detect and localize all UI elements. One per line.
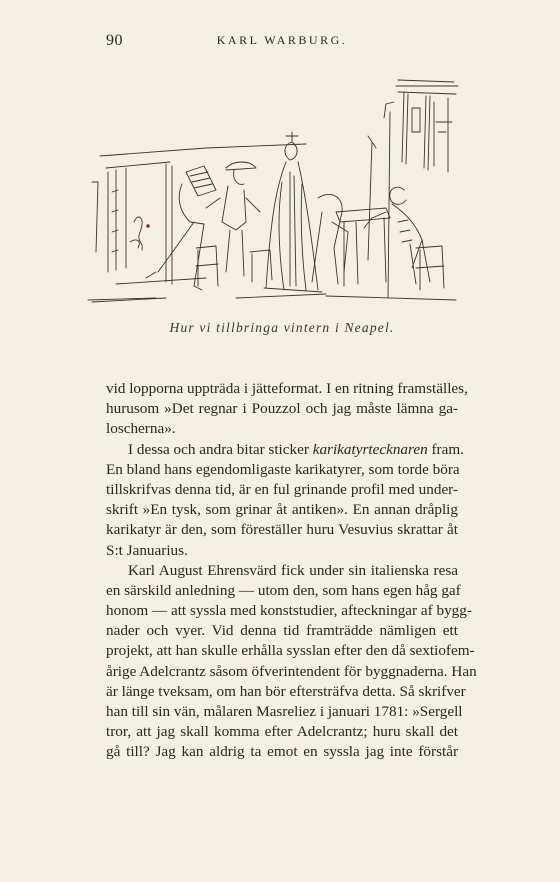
text-line: projekt, att han skulle erhålla sysslan efter den då sextiofem- [106, 642, 475, 660]
text-run: I dessa och andra bitar sticker [128, 440, 313, 458]
text-line: gå till? Jag kan aldrig ta emot en syssla jag inte förstår [106, 743, 458, 761]
text-line: En bland hans egendomligaste karikatyrer, som torde böra [106, 460, 460, 478]
sketch-illustration [86, 72, 466, 308]
body-text [106, 379, 477, 763]
text-line: loscherna». [106, 420, 176, 438]
page-number: 90 [106, 32, 123, 49]
running-title: KARL WARBURG. [216, 33, 348, 47]
text-line: honom — att syssla med konststudier, afteckningar af bygg- [106, 602, 472, 620]
text-line: årige Adelcrantz såsom öfverintendent för byggnaderna. Han [106, 662, 477, 680]
running-head [106, 32, 458, 54]
text-line: nader och vyer. Vid denna tid framträdde nämligen ett [106, 622, 458, 640]
text-line: är länge tveksam, om han bör eftersträfva detta. Så skrifver [106, 682, 466, 700]
italic-term: karikatyrtecknaren [312, 440, 428, 458]
text-line: en särskild anledning — utom den, som hans egen håg gaf [106, 581, 461, 599]
figure-caption: Hur vi tillbringa vintern i Neapel. [169, 320, 395, 335]
text-line: han till sin vän, målaren Masreliez i januari 1781: »Sergell [106, 703, 463, 720]
text-line: S:t Januarius. [106, 541, 188, 559]
text-line-with-italic [106, 440, 464, 460]
text-line: Karl August Ehrensvärd fick under sin italienska resa [128, 561, 458, 579]
text-line: vid lopporna uppträda i jätteformat. I en ritning framställes, [106, 380, 468, 397]
text-line: tillskrifvas denna tid, är en ful grinande profil med under- [106, 480, 458, 498]
text-line: skrift »En tysk, som grinar åt antiken». En annan dråplig [106, 501, 458, 519]
text-line: hurusom »Det regnar i Pouzzol och jag måste lämna ga- [106, 400, 458, 418]
text-line: karikatyr är den, som föreställer huru Vesuvius skrattar åt [106, 521, 458, 539]
text-run: fram. [427, 440, 464, 458]
text-line: tror, att jag skall komma efter Adelcrantz; huru skall det [106, 723, 458, 741]
